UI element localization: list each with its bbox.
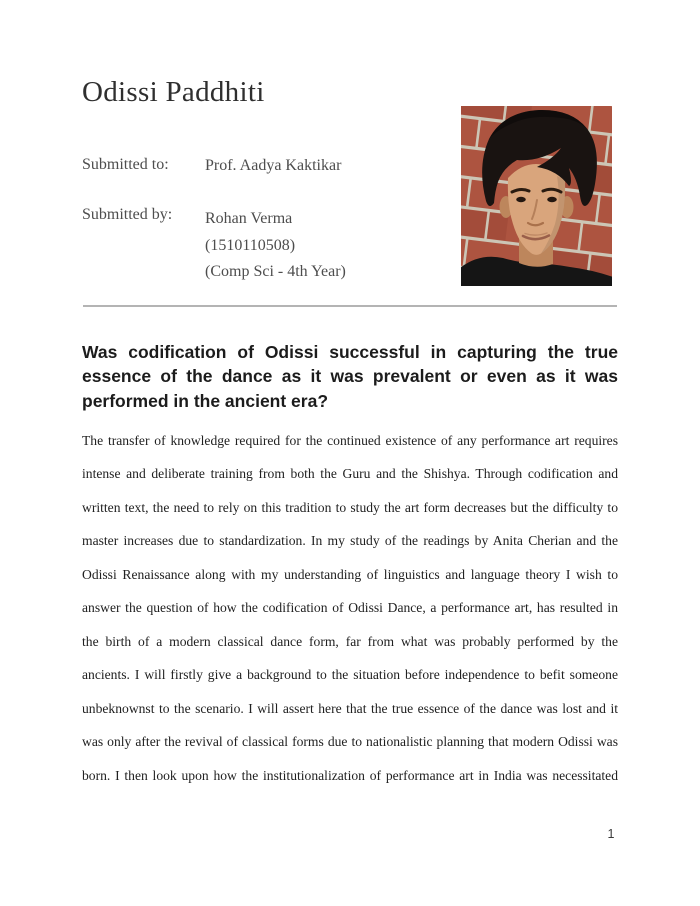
submitted-to-row	[82, 156, 341, 176]
page-title: Odissi Paddhiti	[82, 76, 265, 108]
question-heading-line: performed in the ancient era?	[82, 390, 329, 411]
submitted-by-line: Rohan Verma	[205, 210, 293, 227]
body-text-line: intense and deliberate training from both the Guru and the Shishya. Through codification and	[82, 466, 618, 482]
body-text-line: was only after the revival of classical forms due to nationalistic planning that modern Odissi was	[82, 734, 618, 750]
body-text-line: answer the question of how the codification of Odissi Dance, a performance art, has resulted in	[82, 600, 618, 616]
submitted-to-value: Prof. Aadya Kaktikar	[205, 157, 342, 174]
question-heading-line: essence of the dance as it was prevalent or even as it was	[82, 366, 618, 387]
submitted-by-values	[205, 206, 346, 286]
submitted-by-row	[82, 206, 346, 286]
body-paragraph	[82, 424, 618, 792]
student-portrait-photo	[461, 106, 612, 286]
body-text-line: the birth of a modern classical dance form, far from what was probably performed by the	[82, 633, 618, 649]
body-text-line: written text, the need to rely on this tradition to study the art form decreases but the difficulty to	[82, 499, 618, 515]
submitted-to-label: Submitted to:	[82, 156, 169, 173]
question-heading-line: Was codification of Odissi successful in capturing the true	[82, 342, 618, 362]
body-text-line: unbeknownst to the scenario. I will assert here that the true essence of the dance was lost and it	[82, 700, 618, 716]
body-text-line: born. I then look upon how the institutionalization of performance art in India was necessitated	[82, 767, 618, 783]
body-text-line: master increases due to standardization. In my study of the readings by Anita Cherian and the	[82, 533, 618, 549]
question-heading	[82, 340, 618, 413]
page-number: 1	[607, 827, 615, 841]
submitted-by-line: (1510110508)	[205, 236, 296, 254]
submitted-by-line: (Comp Sci - 4th Year)	[205, 263, 346, 280]
body-text-line: Odissi Renaissance along with my understanding of linguistics and language theory I wish to	[82, 566, 618, 582]
horizontal-divider	[83, 305, 617, 307]
body-text-line: The transfer of knowledge required for the continued existence of any performance art requires	[82, 433, 618, 448]
submitted-by-label: Submitted by:	[82, 206, 173, 223]
body-text-line: ancients. I will firstly give a background to the situation before independence to befit someone	[82, 667, 618, 683]
portrait-photo-illustration	[461, 106, 612, 286]
